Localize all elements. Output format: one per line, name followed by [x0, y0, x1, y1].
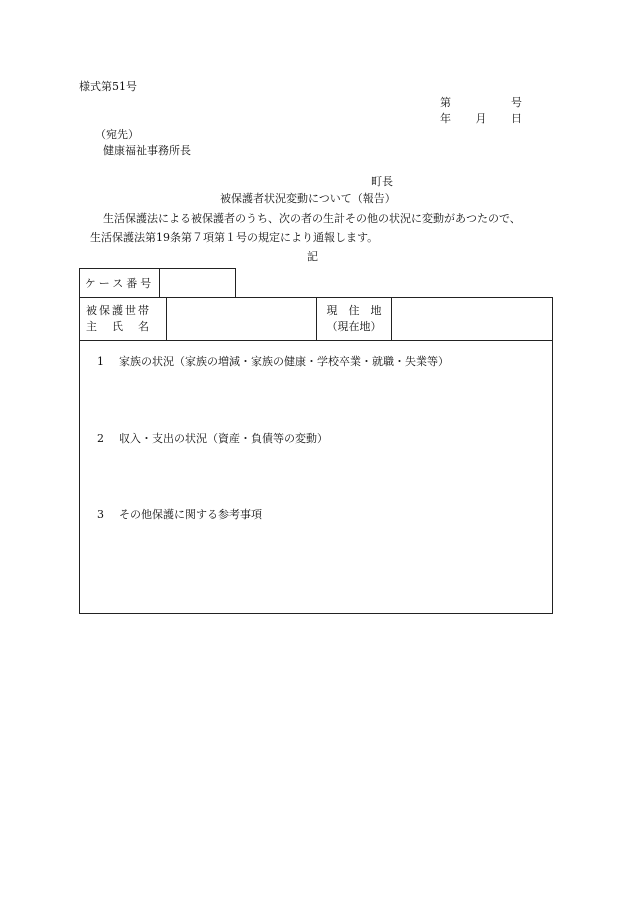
address-label	[317, 298, 392, 341]
doc-no-prefix: 第	[440, 96, 451, 109]
date-day: 日	[511, 112, 522, 125]
addressee-honorific: （宛先）	[95, 128, 139, 141]
date-month: 月	[475, 112, 487, 125]
form-number: 様式第51号	[79, 80, 137, 93]
section-1-text: 家族の状況（家族の増減・家族の健康・学校卒業・就職・失業等）	[119, 355, 449, 368]
address-field[interactable]	[392, 298, 553, 341]
section-1	[97, 356, 449, 367]
section-3-text: その他保護に関する参考事項	[119, 508, 262, 521]
household-table	[79, 297, 553, 341]
case-number-table	[79, 268, 236, 298]
address-label-line1: 現 住 地	[326, 304, 382, 318]
doc-no-suffix: 号	[511, 96, 522, 109]
date-year: 年	[440, 112, 451, 125]
section-3-number: 3	[97, 508, 104, 521]
head-name-label	[80, 298, 167, 341]
address-label-line2: （現在地）	[326, 320, 382, 333]
section-3	[97, 509, 262, 520]
section-2-number: 2	[97, 432, 104, 445]
head-name-label-line1: 被保護世帯	[86, 304, 151, 318]
case-number-field[interactable]	[160, 269, 236, 298]
body-line-1: 生活保護法による被保護者のうち、次の者の生計その他の状況に変動があつたので、	[103, 212, 521, 225]
ki-heading: 記	[307, 250, 318, 263]
document-title: 被保護者状況変動について（報告）	[220, 192, 396, 205]
date-line	[440, 113, 522, 124]
section-2-text: 収入・支出の状況（資産・負債等の変動）	[119, 432, 328, 445]
section-1-number: 1	[97, 355, 104, 368]
addressee-name: 健康福祉事務所長	[103, 144, 191, 157]
section-2	[97, 433, 328, 444]
details-box	[79, 340, 553, 614]
head-name-field[interactable]	[167, 298, 317, 341]
head-name-label-line2: 主 氏 名	[86, 320, 151, 333]
document-number-line	[440, 97, 522, 108]
case-number-label: ケース番号	[80, 269, 160, 298]
sender: 町長	[371, 175, 393, 188]
body-line-2: 生活保護法第19条第７項第１号の規定により通報します。	[90, 231, 379, 244]
